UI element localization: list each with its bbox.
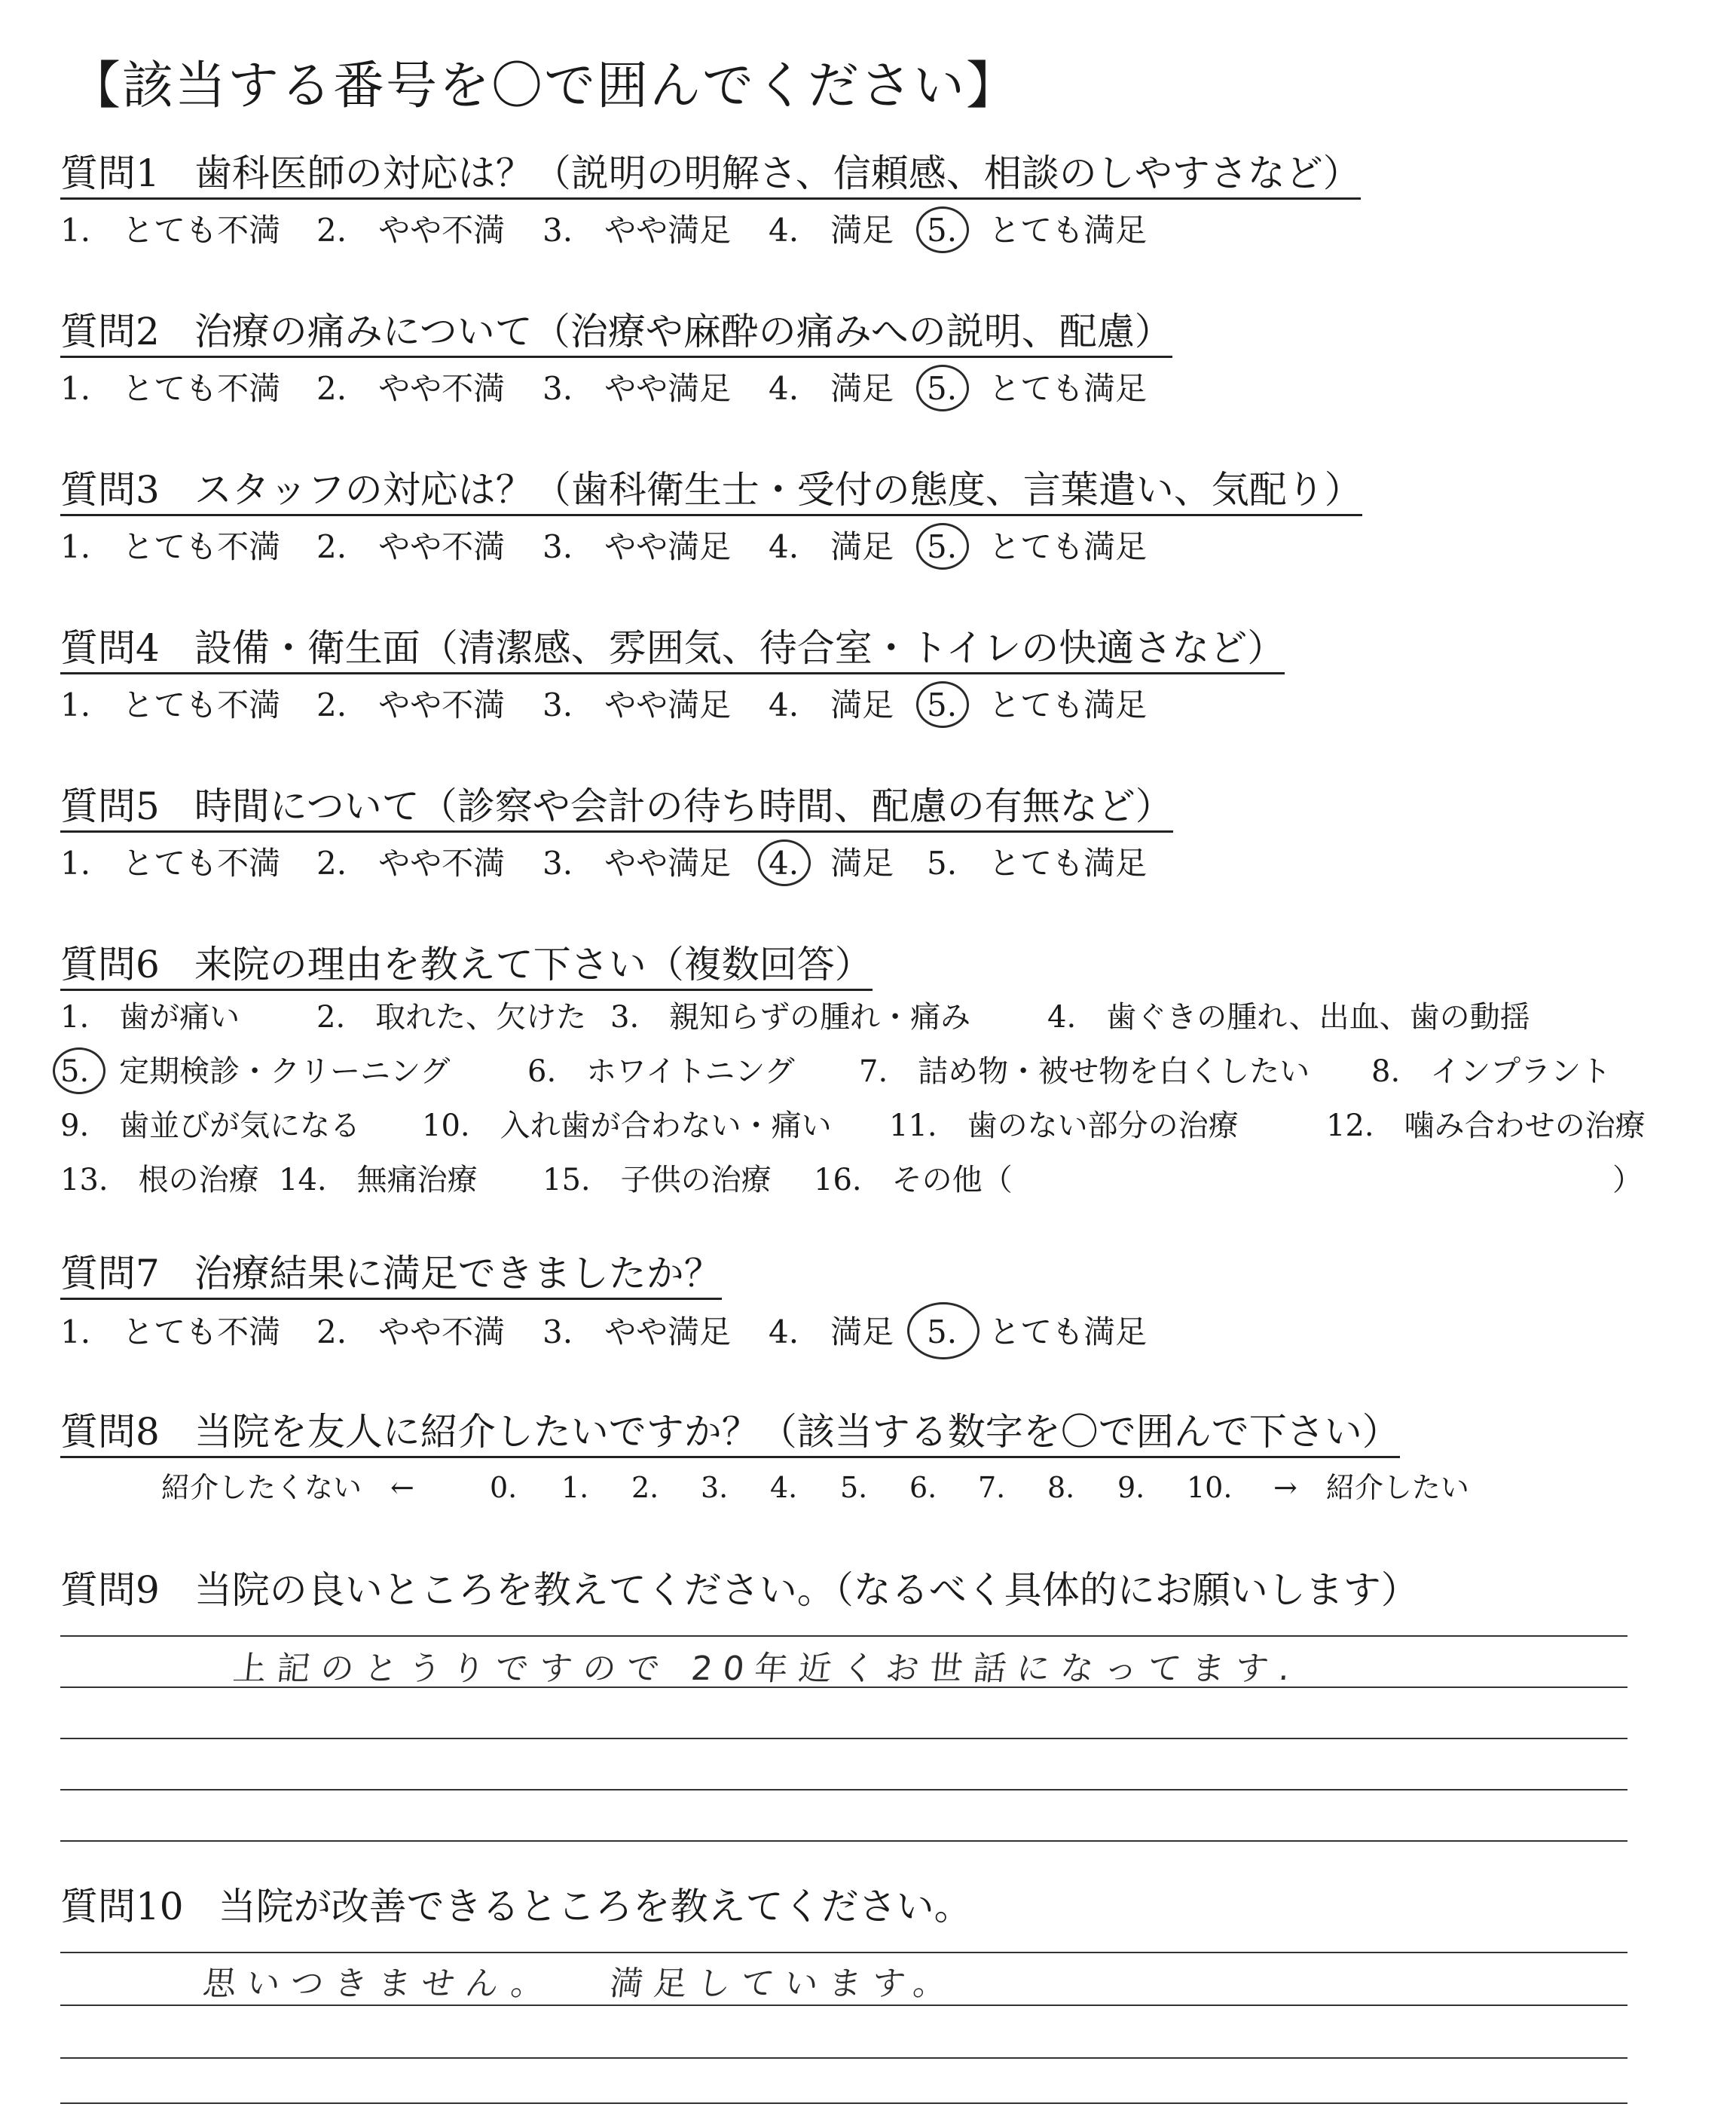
selection-circle [907,1302,980,1359]
option-5-selected[interactable]: 5. とても満足 [927,524,1147,570]
question-text: 歯科医師の対応は？（説明の明解さ、信頼感、相談のしやすさなど） [194,151,1361,195]
question-2-heading [60,309,1172,358]
selection-circle [758,839,811,886]
option-1[interactable]: 1. とても不満 [60,1313,281,1350]
question-number: 質問4 [60,626,160,670]
option-4[interactable]: 4. 満足 [769,1313,894,1350]
option-1[interactable]: 1. とても不満 [60,687,281,723]
question-8-heading [60,1409,1400,1458]
question-text: 設備・衛生面（清潔感、雰囲気、待合室・トイレの快適さなど） [194,626,1285,670]
question-text: 時間について（診察や会計の待ち時間、配慮の有無など） [194,784,1173,828]
selection-circle [916,681,969,728]
reason-3[interactable]: 3. 親知らずの腫れ・痛み [610,1000,971,1035]
answer-line [60,1840,1628,1842]
selection-circle [916,206,969,253]
question-number: 質問7 [60,1252,160,1295]
question-5-heading [60,784,1173,833]
instruction-heading: 【該当する番号を〇で囲んでください】 [69,57,1019,116]
option-1[interactable]: 1. とても不満 [60,528,281,565]
recommend-right-label: → 紹介したい [1273,1471,1469,1504]
option-2[interactable]: 2. やや不満 [316,845,506,882]
option-4[interactable]: 4. 満足 [769,687,894,723]
recommend-scale [0,1466,1736,1512]
option-1[interactable]: 1. とても不満 [60,370,281,407]
selection-circle [916,365,969,411]
q9-handwritten-answer[interactable]: 上記のとうりですので 20年近くお世話になってます. [231,1650,1303,1688]
reason-8[interactable]: 8. インプラント [1371,1054,1612,1089]
score-2[interactable]: 2. [631,1471,659,1504]
question-text: スタッフの対応は？（歯科衛生士・受付の態度、言葉遣い、気配り） [194,468,1362,512]
score-7[interactable]: 7. [978,1471,1006,1504]
question-number: 質問9 [60,1568,160,1612]
question-6-heading [60,942,873,991]
option-4[interactable]: 4. 満足 [769,212,894,249]
option-2[interactable]: 2. やや不満 [316,687,506,723]
reason-15[interactable]: 15. 子供の治療 [542,1163,772,1197]
reason-13[interactable]: 13. 根の治療 [60,1163,259,1197]
answer-line [60,2102,1628,2104]
answer-line [60,1952,1628,1953]
option-2[interactable]: 2. やや不満 [316,528,506,565]
question-text: 当院の良いところを教えてください。（なるべく具体的にお願いします） [194,1568,1419,1612]
question-4-heading [60,625,1285,674]
answer-line [60,2004,1628,2006]
question-7-heading [60,1251,722,1300]
selection-circle [53,1047,105,1094]
other-close-paren: ） [1612,1163,1643,1197]
question-number: 質問10 [60,1885,184,1928]
question-number: 質問2 [60,310,160,353]
option-3[interactable]: 3. やや満足 [542,212,732,249]
score-5[interactable]: 5. [840,1471,868,1504]
recommend-left-label: 紹介したくない ← [161,1471,414,1504]
score-3[interactable]: 3. [701,1471,729,1504]
question-text: 治療の痛みについて（治療や麻酔の痛みへの説明、配慮） [194,310,1172,353]
option-3[interactable]: 3. やや満足 [542,370,732,407]
option-5-selected[interactable]: 5. とても満足 [927,683,1147,728]
option-5-selected[interactable]: 5. とても満足 [927,366,1147,411]
question-3-heading [60,467,1362,516]
option-4[interactable]: 4. 満足 [769,370,894,407]
reason-14[interactable]: 14. 無痛治療 [279,1163,478,1197]
score-4[interactable]: 4. [770,1471,798,1504]
reason-6[interactable]: 6. ホワイトニング [527,1054,795,1089]
reason-4[interactable]: 4. 歯ぐきの腫れ、出血、歯の動揺 [1047,1000,1530,1035]
reason-9[interactable]: 9. 歯並びが気になる [60,1109,361,1143]
option-3[interactable]: 3. やや満足 [542,528,732,565]
question-10-heading [60,1884,972,1931]
option-2[interactable]: 2. やや不満 [316,370,506,407]
option-2[interactable]: 2. やや不満 [316,212,506,249]
question-text: 当院が改善できるところを教えてください。 [218,1885,972,1928]
option-4[interactable]: 4. 満足 [769,528,894,565]
option-3[interactable]: 3. やや満足 [542,1313,732,1350]
option-3[interactable]: 3. やや満足 [542,687,732,723]
score-9[interactable]: 9. [1117,1471,1145,1504]
question-number: 質問5 [60,784,160,828]
option-5-selected[interactable]: 5. とても満足 [927,208,1147,253]
answer-line [60,2057,1628,2059]
score-1[interactable]: 1. [561,1471,589,1504]
option-1[interactable]: 1. とても不満 [60,845,281,882]
reason-10[interactable]: 10. 入れ歯が合わない・痛い [422,1109,832,1143]
question-text: 治療結果に満足できましたか？ [194,1252,722,1295]
option-2[interactable]: 2. やや不満 [316,1313,506,1350]
question-1-heading [60,151,1361,200]
question-number: 質問3 [60,468,160,512]
reason-16[interactable]: 16. その他（ [814,1163,1013,1197]
score-6[interactable]: 6. [909,1471,937,1504]
answer-line [60,1789,1628,1790]
option-5-selected[interactable]: 5. とても満足 [927,1310,1147,1355]
option-5[interactable]: 5. とても満足 [927,845,1148,882]
question-number: 質問6 [60,943,160,986]
question-9-heading [60,1567,1419,1614]
option-4-selected[interactable]: 4. 満足 [769,841,894,886]
q10-handwritten-answer-part1[interactable]: 思いつきません。 [200,1965,557,2003]
reason-5-selected[interactable]: 5. 定期検診・クリーニング [60,1049,450,1094]
score-10[interactable]: 10. [1187,1471,1233,1504]
reason-11[interactable]: 11. 歯のない部分の治療 [889,1109,1239,1143]
question-number: 質問8 [60,1410,160,1454]
reason-12[interactable]: 12. 噛み合わせの治療 [1326,1109,1646,1143]
question-number: 質問1 [60,151,160,195]
option-3[interactable]: 3. やや満足 [542,845,732,882]
selection-circle [916,523,969,570]
reason-7[interactable]: 7. 詰め物・被せ物を白くしたい [859,1054,1310,1089]
score-0[interactable]: 0. [490,1471,518,1504]
q10-handwritten-answer-part2[interactable]: 満足しています。 [607,1965,959,2003]
option-1[interactable]: 1. とても不満 [60,212,281,249]
answer-line [60,1738,1628,1739]
question-text: 当院を友人に紹介したいですか？（該当する数字を〇で囲んで下さい） [194,1410,1400,1454]
reason-1[interactable]: 1. 歯が痛い [60,1000,240,1035]
answer-line [60,1635,1628,1637]
question-text: 来院の理由を教えて下さい（複数回答） [194,943,873,986]
score-8[interactable]: 8. [1047,1471,1075,1504]
reason-2[interactable]: 2. 取れた、欠けた [316,1000,587,1035]
answer-line [60,1686,1628,1688]
